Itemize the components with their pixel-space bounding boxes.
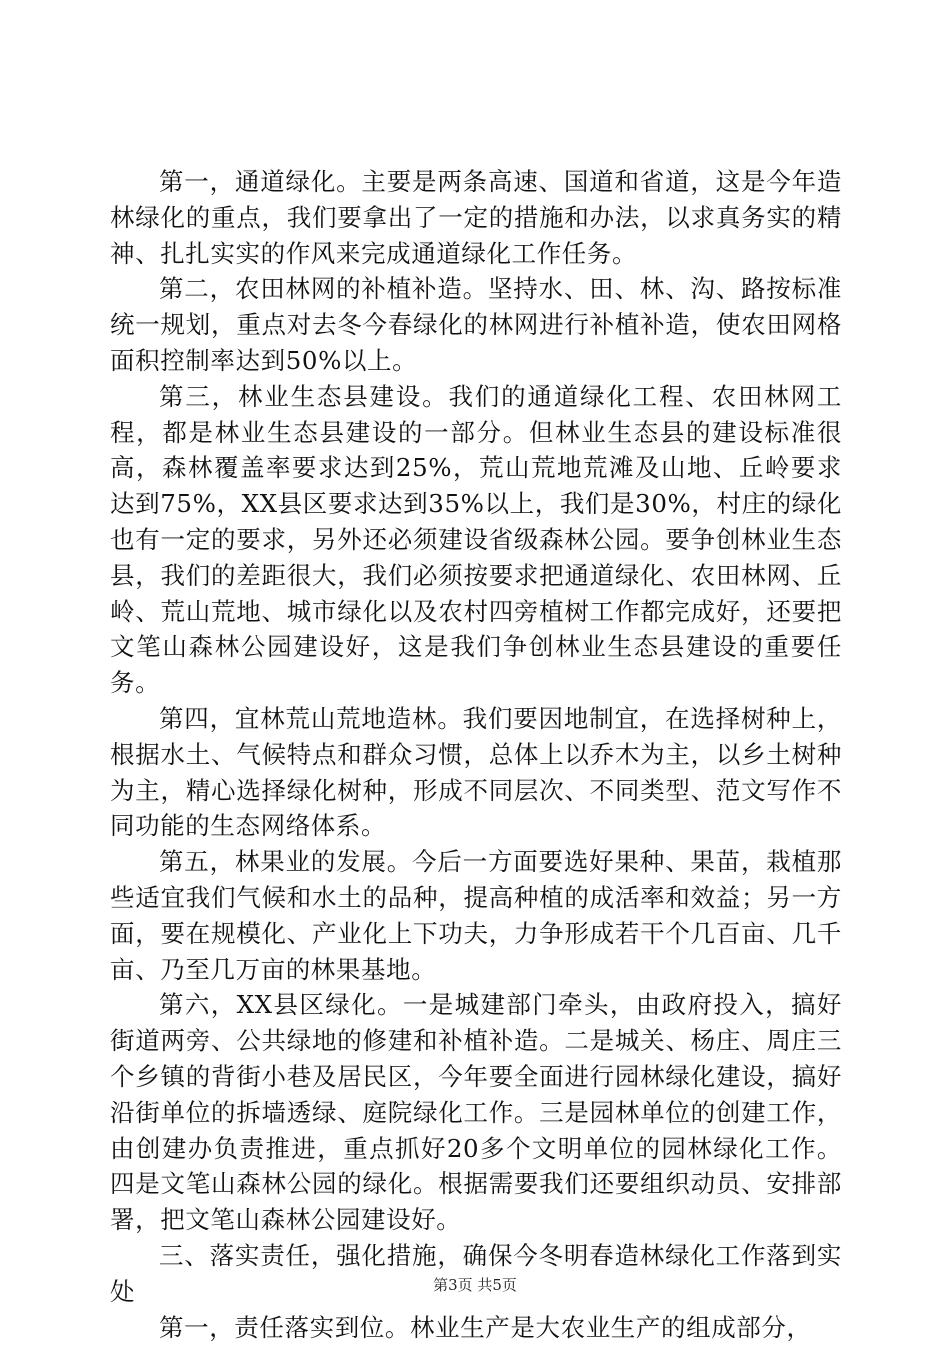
paragraph-fruit-forestry: 第五，林果业的发展。今后一方面要选好果种、果苗，栽植那些适宜我们气候和水土的品种，提高种植的成活率和效益；另一方面，要在规模化、产业化上下功夫，力争形成若干个几百亩、几千亩、乃至几万亩的林果基地。 bbox=[110, 844, 842, 987]
page-number-footer: 第3页 共5页 bbox=[0, 1274, 950, 1295]
section-heading-responsibility: 三、落实责任，强化措施，确保今冬明春造林绿化工作落到实处 bbox=[110, 1238, 842, 1310]
paragraph-farmland-forest-network: 第二，农田林网的补植补造。坚持水、田、林、沟、路按标准统一规划，重点对去冬今春绿化的林网进行补植补造，使农田网格面积控制率达到50%以上。 bbox=[110, 271, 842, 378]
paragraph-barren-land-afforestation: 第四，宜林荒山荒地造林。我们要因地制宜，在选择树种上，根据水土、气候特点和群众习惯，总体上以乔木为主，以乡土树种为主，精心选择绿化树种，形成不同层次、不同类型、范文写作不同功能的生态网络体系。 bbox=[110, 701, 842, 844]
paragraph-forestry-ecological-county: 第三，林业生态县建设。我们的通道绿化工程、农田林网工程，都是林业生态县建设的一部分。但林业生态县的建设标准很高，森林覆盖率要求达到25%，荒山荒地荒滩及山地、丘岭要求达到75%，XX县区要求达到35%以上，我们是30%，村庄的绿化也有一定的要求，另外还必须建设省级森林公园。要争创林业生态县，我们的差距很大，我们必须按要求把通道绿化、农田林网、丘岭、荒山荒地、城市绿化以及农村四旁植树工作都完成好，还要把文笔山森林公园建设好，这是我们争创林业生态县建设的重要任务。 bbox=[110, 379, 842, 701]
paragraph-responsibility-in-place: 第一，责任落实到位。林业生产是大农业生产的组成部分， bbox=[110, 1310, 842, 1345]
document-body bbox=[110, 164, 842, 1345]
paragraph-county-greening: 第六，XX县区绿化。一是城建部门牵头，由政府投入，搞好街道两旁、公共绿地的修建和补植补造。二是城关、杨庄、周庄三个乡镇的背街小巷及居民区，今年要全面进行园林绿化建设，搞好沿街单位的拆墙透绿、庭院绿化工作。三是园林单位的创建工作，由创建办负责推进，重点抓好20多个文明单位的园林绿化工作。四是文笔山森林公园的绿化。根据需要我们还要组织动员、安排部署，把文笔山森林公园建设好。 bbox=[110, 987, 842, 1238]
paragraph-channel-greening: 第一，通道绿化。主要是两条高速、国道和省道，这是今年造林绿化的重点，我们要拿出了一定的措施和办法，以求真务实的精神、扎扎实实的作风来完成通道绿化工作任务。 bbox=[110, 164, 842, 271]
